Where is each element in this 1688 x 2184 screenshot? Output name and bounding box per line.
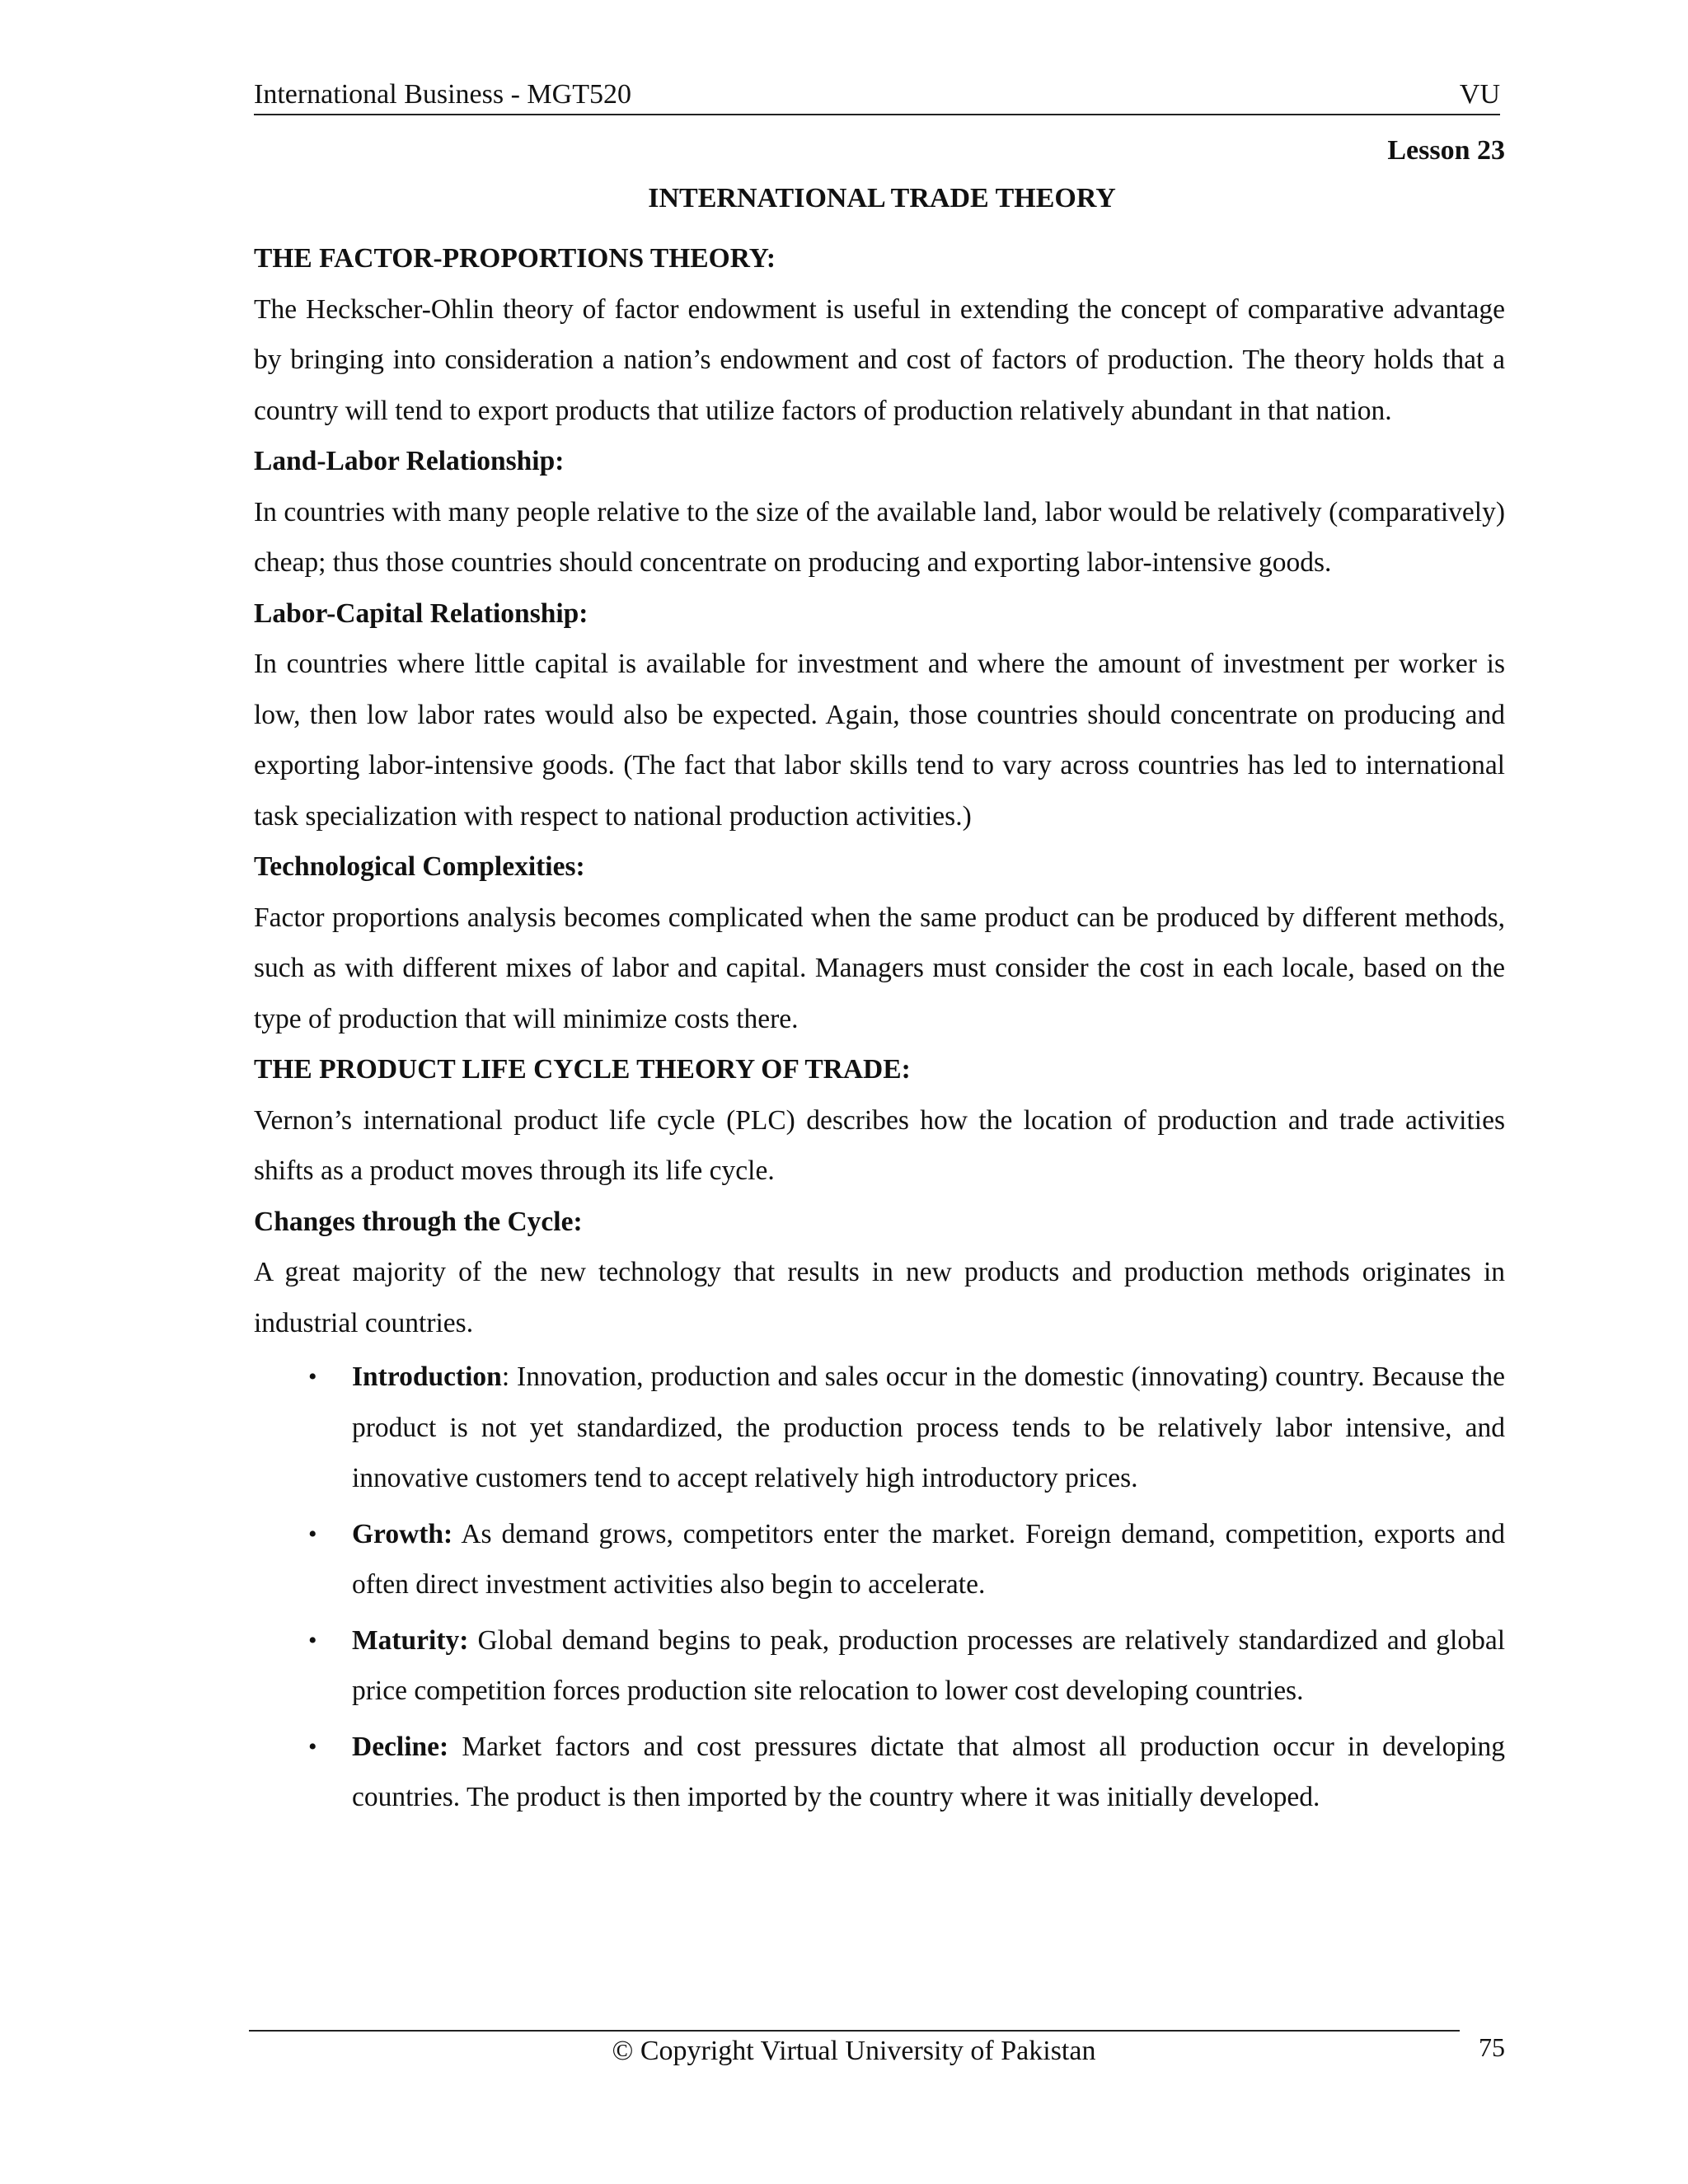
stage-term: Maturity:	[352, 1624, 469, 1656]
factor-proportions-heading: THE FACTOR-PROPORTIONS THEORY:	[254, 243, 776, 274]
page-title: INTERNATIONAL TRADE THEORY	[648, 183, 1116, 213]
course-title: International Business - MGT520	[254, 79, 631, 110]
page-header	[254, 76, 1500, 115]
stage-term: Introduction	[352, 1361, 502, 1392]
stage-term-separator: :	[501, 1361, 510, 1392]
lesson-number: Lesson 23	[1387, 135, 1505, 166]
list-item	[254, 1615, 1505, 1717]
institution-abbreviation: VU	[1459, 79, 1500, 110]
stage-description: Market factors and cost pressures dictate that almost all production occur in developing countries. The product is then imported by the country where it was initially developed.	[352, 1731, 1505, 1812]
bullet-icon: •	[308, 1732, 317, 1760]
stage-description: Global demand begins to peak, production processes are relatively standardized and global price competition forces production site relocation to lower cost developing countries.	[352, 1624, 1505, 1706]
footer-divider	[249, 2030, 1460, 2032]
copyright-notice: © Copyright Virtual University of Pakistan	[612, 2036, 1096, 2066]
changes-through-cycle-paragraph: A great majority of the new technology that results in new products and production methods originates in industrial countries.	[254, 1257, 1505, 1338]
technological-complexities-heading: Technological Complexities:	[254, 851, 585, 882]
list-item	[254, 1509, 1505, 1610]
land-labor-paragraph: In countries with many people relative to the size of the available land, labor would be relatively (comparatively) cheap; thus those countries should concentrate on producing and exporting labor-intensive goods.	[254, 496, 1505, 578]
bullet-icon: •	[308, 1520, 317, 1548]
changes-through-cycle-heading: Changes through the Cycle:	[254, 1206, 583, 1237]
labor-capital-heading: Labor-Capital Relationship:	[254, 598, 588, 629]
page-number: 75	[1479, 2032, 1505, 2062]
list-item	[254, 1722, 1505, 1823]
stage-term: Decline:	[352, 1731, 449, 1762]
stage-term: Growth:	[352, 1518, 453, 1549]
product-life-cycle-paragraph: Vernon’s international product life cycle (PLC) describes how the location of production and trade activities shifts as a product moves through its life cycle.	[254, 1104, 1505, 1186]
technological-complexities-paragraph: Factor proportions analysis becomes complicated when the same product can be produced by different methods, such as with different mixes of labor and capital. Managers must consider the cost in each locale, based on the type of production that will minimize costs there.	[254, 902, 1505, 1034]
life-cycle-stage-list	[254, 1352, 1505, 1823]
land-labor-heading: Land-Labor Relationship:	[254, 446, 565, 476]
bullet-icon: •	[308, 1363, 317, 1390]
product-life-cycle-heading: THE PRODUCT LIFE CYCLE THEORY OF TRADE:	[254, 1054, 911, 1085]
bullet-icon: •	[308, 1626, 317, 1654]
labor-capital-paragraph: In countries where little capital is available for investment and where the amount of investment per worker is low, then low labor rates would also be expected. Again, those countries should concentrate on producing and exporting labor-intensive goods. (The fact that labor skills tend to vary across countries has led to international task specialization with respect to national production activities.)	[254, 649, 1505, 832]
factor-proportions-paragraph: The Heckscher-Ohlin theory of factor endowment is useful in extending the concept of comparative advantage by bringing into consideration a nation’s endowment and cost of factors of production. The theory holds that a country will tend to export products that utilize factors of production relatively abundant in that nation.	[254, 293, 1505, 426]
stage-description: Innovation, production and sales occur in the domestic (innovating) country. Because the product is not yet standardized, the production process tends to be relatively labor intensive, and innovative customers tend to accept relatively high introductory prices.	[352, 1361, 1505, 1493]
list-item	[254, 1352, 1505, 1504]
document-body	[254, 233, 1505, 1823]
stage-description: As demand grows, competitors enter the market. Foreign demand, competition, exports and often direct investment activities also begin to accelerate.	[352, 1518, 1505, 1600]
